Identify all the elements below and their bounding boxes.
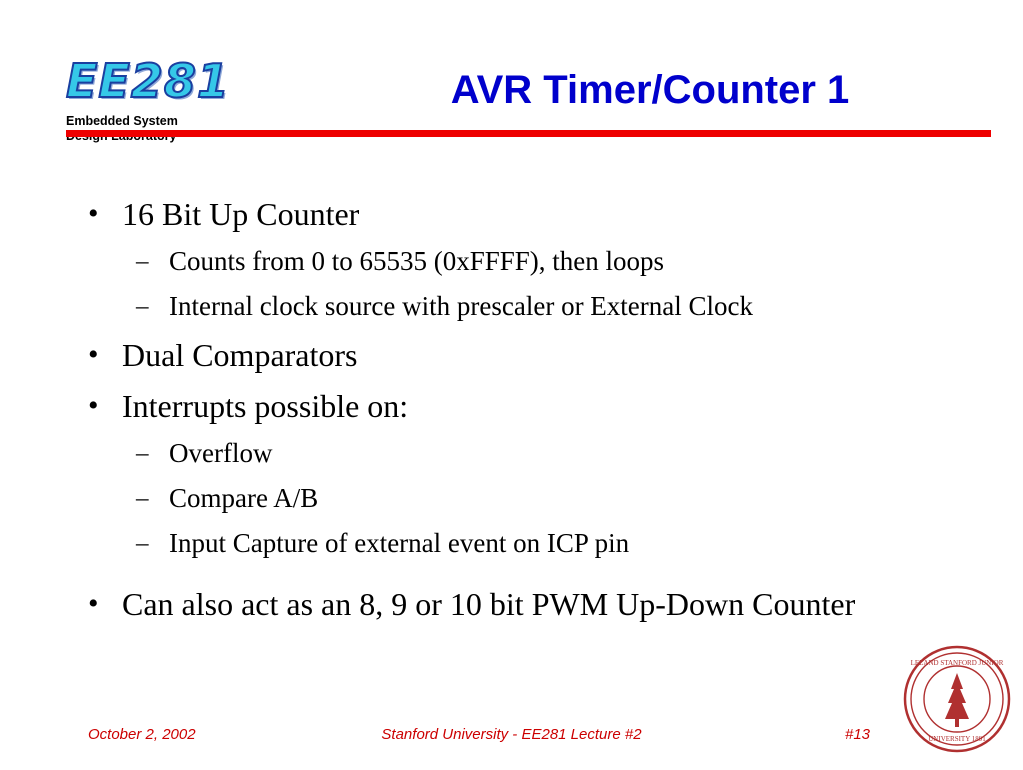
- footer-date: October 2, 2002: [88, 726, 196, 743]
- sub-bullet-text: Counts from 0 to 65535 (0xFFFF), then loops: [169, 246, 665, 276]
- title-divider: [66, 130, 991, 137]
- sub-bullet-list: [122, 431, 978, 566]
- list-item: [122, 284, 978, 329]
- logo-subtitle-line1: Embedded System: [66, 114, 178, 128]
- slide-title: AVR Timer/Counter 1: [450, 68, 850, 112]
- list-item: [78, 580, 978, 629]
- sub-bullet-text: Internal clock source with prescaler or External Clock: [169, 291, 754, 321]
- bullet-marker: •: [88, 587, 99, 620]
- list-item: [78, 190, 978, 329]
- bullet-marker: •: [88, 338, 99, 371]
- list-item: [78, 331, 978, 380]
- sub-bullet-marker: –: [136, 248, 149, 275]
- bullet-text: 16 Bit Up Counter: [122, 196, 360, 232]
- sub-bullet-marker: –: [136, 293, 149, 320]
- list-item: [122, 239, 978, 284]
- bullet-text: Interrupts possible on:: [122, 388, 409, 424]
- sub-bullet-marker: –: [136, 485, 149, 512]
- logo-subtitle: [66, 114, 296, 144]
- bullet-list: [78, 190, 978, 629]
- footer-course: Stanford University - EE281 Lecture #2: [381, 726, 642, 743]
- bullet-marker: •: [88, 197, 99, 230]
- sub-bullet-text: Overflow: [169, 438, 273, 468]
- sub-bullet-list: [122, 239, 978, 329]
- list-item: [78, 382, 978, 566]
- slide-footer: [0, 726, 1023, 750]
- bullet-text: Can also act as an 8, 9 or 10 bit PWM Up-Down Counter: [122, 586, 856, 622]
- logo-wordmark: EE281: [66, 54, 230, 108]
- bullet-text: Dual Comparators: [122, 337, 358, 373]
- sub-bullet-marker: –: [136, 530, 149, 557]
- footer-page-number: #13: [845, 726, 871, 743]
- list-item: [122, 431, 978, 476]
- list-item: [122, 521, 978, 566]
- svg-text:UNIVERSITY 1891: UNIVERSITY 1891: [928, 735, 986, 743]
- sub-bullet-marker: –: [136, 440, 149, 467]
- sub-bullet-text: Input Capture of external event on ICP pin: [169, 528, 630, 558]
- slide-body: [78, 190, 978, 631]
- svg-text:LELAND STANFORD JUNIOR: LELAND STANFORD JUNIOR: [910, 659, 1004, 667]
- bullet-marker: •: [88, 389, 99, 422]
- sub-bullet-text: Compare A/B: [169, 483, 319, 513]
- list-item: [122, 476, 978, 521]
